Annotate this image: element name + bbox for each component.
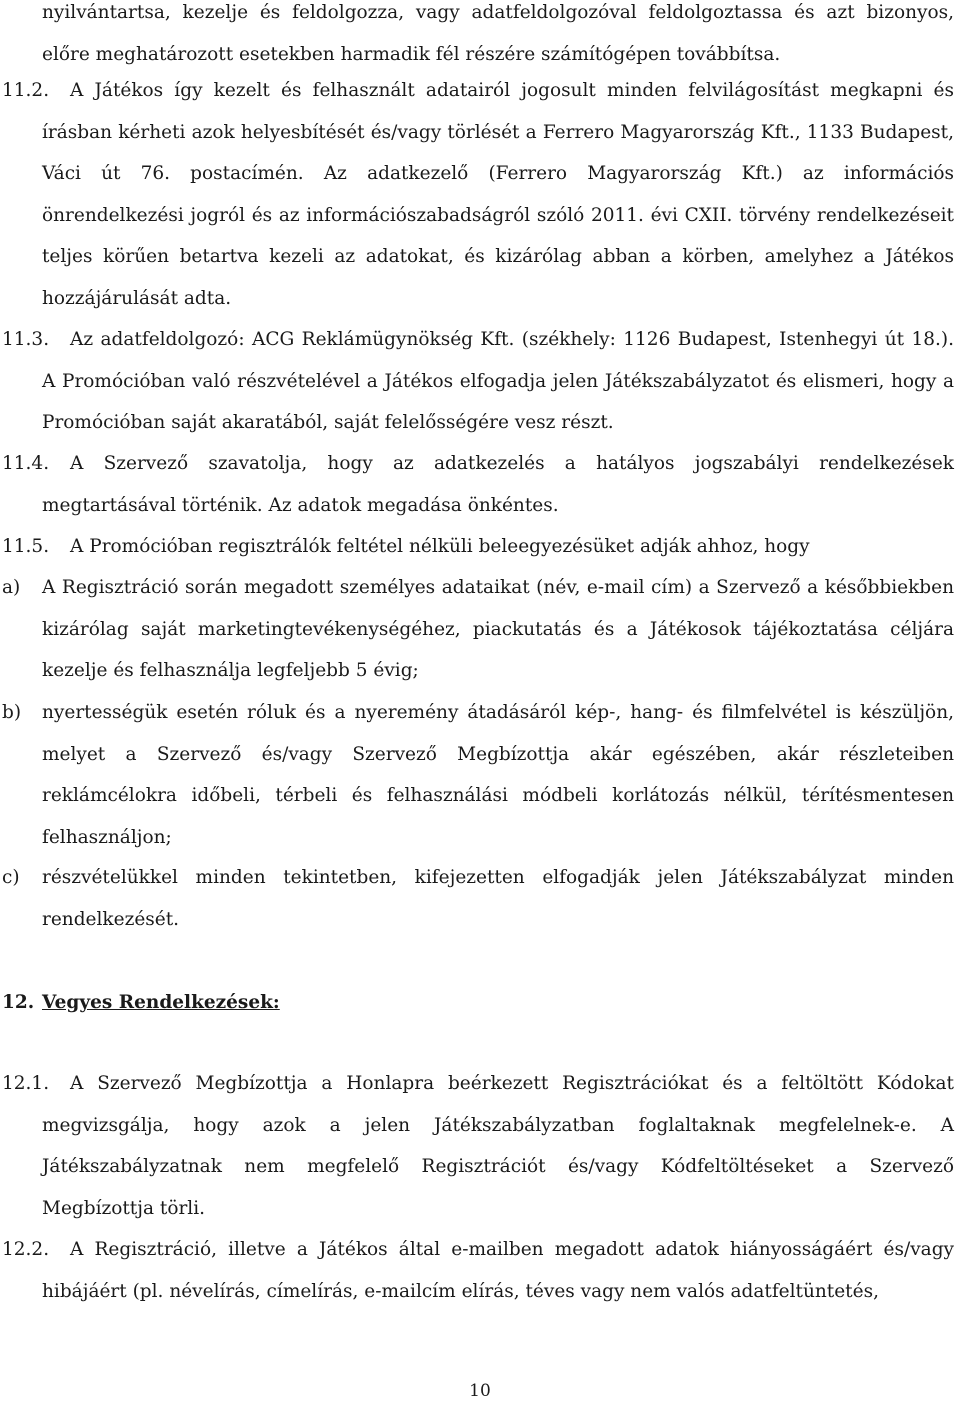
subitem-letter: a) xyxy=(2,577,21,598)
item-paragraph: A Szervező szavatolja, hogy az adatkezelés a hatályos jogszabályi rendelkezések megtartásával történik. Az adatok megadása önkéntes. xyxy=(42,453,954,516)
item-paragraph: A Regisztráció, illetve a Játékos által e-mailben megadott adatok hiányosságáért és/vagy hibájáért (pl. névelírás, címelírás, e-mailcím elírás, téves vagy nem valós adatfeltüntetés, xyxy=(42,1239,954,1302)
item-paragraph: A Promócióban regisztrálók feltétel nélküli beleegyezésüket adják ahhoz, hogy xyxy=(70,536,810,557)
item-number: 11.5. xyxy=(2,536,50,557)
item-paragraph: A Szervező Megbízottja a Honlapra beérkezett Regisztrációkat és a feltöltött Kódokat megvizsgálja, hogy azok a jelen Játékszabályzatban foglaltaknak megfelelnek-e. A Játékszabályzatnak nem megfelelő Regisztrációt és/vagy Kódfeltöltéseket a Szervező Megbízottja törli. xyxy=(42,1073,954,1219)
continuation-paragraph: nyilvántartsa, kezelje és feldolgozza, vagy adatfeldolgozóval feldolgoztassa és azt bizonyos, előre meghatározott esetekben harmadik fél részére számítógépen továbbítsa. xyxy=(42,2,954,65)
subitem-paragraph: részvételükkel minden tekintetben, kifejezetten elfogadják jelen Játékszabályzat minden rendelkezését. xyxy=(42,867,954,930)
item-number: 12.2. xyxy=(2,1239,50,1260)
page-number: 10 xyxy=(469,1381,491,1401)
item-number: 11.4. xyxy=(2,453,50,474)
section-title: Vegyes Rendelkezések: xyxy=(42,992,280,1013)
subitem-paragraph: nyertességük esetén róluk és a nyeremény átadásáról kép-, hang- és filmfelvétel is készüljön, melyet a Szervező és/vagy Szervező Megbízottja akár egészében, akár részleteiben reklámcélokra időbeli, térbeli és felhasználási módbeli korlátozás nélkül, térítésmentesen felhasználjon; xyxy=(42,702,954,848)
subitem-letter: c) xyxy=(2,867,20,888)
subitem-paragraph: A Regisztráció során megadott személyes adataikat (név, e-mail cím) a Szervező a későbbiekben kizárólag saját marketingtevékenységéhez, piackutatás és a Játékosok tájékoztatása céljára kezelje és felhasználja legfeljebb 5 évig; xyxy=(42,577,954,681)
item-paragraph: Az adatfeldolgozó: ACG Reklámügynökség Kft. (székhely: 1126 Budapest, Istenhegyi út 18.). A Promócióban való részvételével a Játékos elfogadja jelen Játékszabályzatot és elismeri, hogy a Promócióban saját akaratából, saját felelősségére vesz részt. xyxy=(42,329,954,433)
item-number: 11.2. xyxy=(2,80,50,101)
section-number: 12. xyxy=(2,992,35,1013)
item-number: 12.1. xyxy=(2,1073,50,1094)
item-number: 11.3. xyxy=(2,329,50,350)
item-paragraph: A Játékos így kezelt és felhasznált adatairól jogosult minden felvilágosítást megkapni és írásban kérheti azok helyesbítését és/vagy törlését a Ferrero Magyarország Kft., 1133 Budapest, Váci út 76. postacímén. Az adatkezelő (Ferrero Magyarország Kft.) az információs önrendelkezési jogról és az információszabadságról szóló 2011. évi CXII. törvény rendelkezéseit teljes körűen betartva kezeli az adatokat, és kizárólag abban a körben, amelyhez a Játékos hozzájárulását adta. xyxy=(42,80,954,309)
subitem-letter: b) xyxy=(2,702,22,723)
